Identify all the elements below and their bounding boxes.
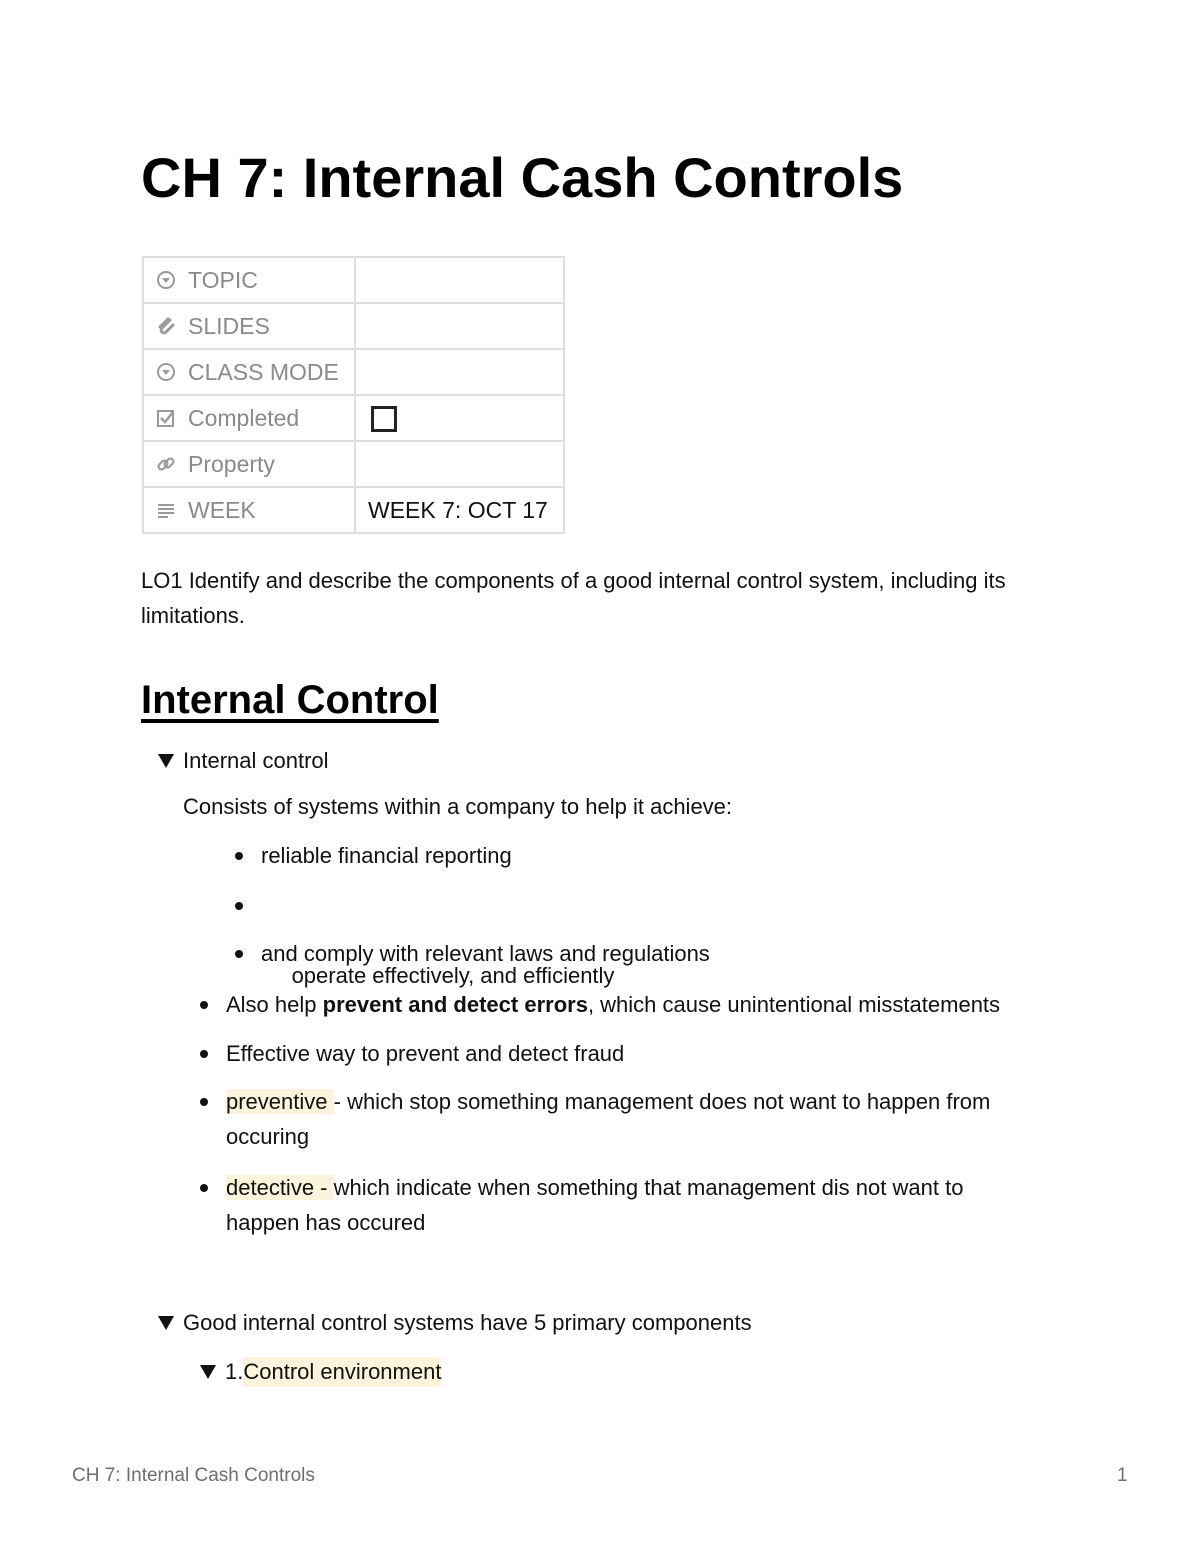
property-value[interactable] — [355, 303, 564, 349]
learning-objective: LO1 Identify and describe the components of a good internal control system, including its limitations. — [141, 568, 1006, 628]
property-row-property[interactable] — [143, 441, 564, 487]
page-title: CH 7: Internal Cash Controls — [141, 146, 904, 209]
toggle-number: 1. — [225, 1359, 244, 1384]
bullet-icon — [200, 1184, 208, 1192]
section-heading: Internal Control — [141, 678, 439, 722]
footer-title: CH 7: Internal Cash Controls — [72, 1465, 315, 1486]
property-value — [355, 395, 564, 441]
highlight-text: preventive — [226, 1089, 334, 1114]
select-icon — [156, 362, 176, 382]
property-row-week[interactable] — [143, 487, 564, 533]
list-item: Effective way to prevent and detect fraud — [226, 1036, 1076, 1071]
completed-checkbox[interactable] — [371, 406, 397, 432]
link-icon — [156, 454, 176, 474]
toggle-triangle-icon[interactable] — [158, 754, 174, 768]
property-value[interactable] — [355, 349, 564, 395]
bullet-icon — [235, 902, 243, 910]
list-item: detective - which indicate when something that management dis not want to happen has occured — [226, 1170, 1041, 1240]
property-key: CLASS MODE — [188, 358, 339, 385]
checkbox-icon — [156, 408, 176, 428]
toggle-label: Internal control — [183, 748, 329, 773]
property-key: Property — [188, 450, 275, 477]
toggle-triangle-icon[interactable] — [158, 1316, 174, 1330]
highlight-text: detective - — [226, 1175, 334, 1200]
property-key: SLIDES — [188, 312, 270, 339]
property-row-slides[interactable] — [143, 303, 564, 349]
toggle-five-components[interactable] — [158, 1308, 752, 1338]
list-item: reliable financial reporting — [261, 838, 1061, 873]
property-row-completed[interactable] — [143, 395, 564, 441]
list-item: Also help prevent and detect errors, which cause unintentional misstatements — [226, 987, 1076, 1022]
bullet-icon — [200, 1098, 208, 1106]
select-icon — [156, 270, 176, 290]
property-key: TOPIC — [188, 266, 258, 293]
bullet-icon — [200, 1001, 208, 1009]
list-item: and comply with relevant laws and regulations — [261, 936, 1061, 971]
property-value[interactable]: WEEK 7: OCT 17 — [355, 487, 564, 533]
property-value[interactable] — [355, 441, 564, 487]
toggle-control-environment[interactable] — [200, 1357, 441, 1387]
property-row-class-mode[interactable] — [143, 349, 564, 395]
toggle-label: Good internal control systems have 5 primary components — [183, 1310, 752, 1335]
property-row-topic[interactable] — [143, 257, 564, 303]
toggle-label: Control environment — [243, 1357, 441, 1387]
toggle-triangle-icon[interactable] — [200, 1365, 216, 1379]
toggle-intro-text: Consists of systems within a company to help it achieve: — [183, 794, 733, 819]
page-number: 1 — [1117, 1465, 1128, 1486]
property-key: WEEK — [188, 496, 256, 523]
bullet-icon — [235, 852, 243, 860]
text-icon — [156, 500, 176, 520]
toggle-internal-control[interactable] — [158, 746, 329, 776]
bullet-icon — [235, 950, 243, 958]
attachment-icon — [156, 316, 176, 336]
properties-table — [142, 256, 565, 534]
list-item: preventive - which stop something management does not want to happen from occuring — [226, 1084, 1061, 1154]
property-key: Completed — [188, 404, 300, 431]
list-item: operate effectively, and efficiently — [261, 888, 1061, 1028]
bullet-icon — [200, 1050, 208, 1058]
property-value[interactable] — [355, 257, 564, 303]
